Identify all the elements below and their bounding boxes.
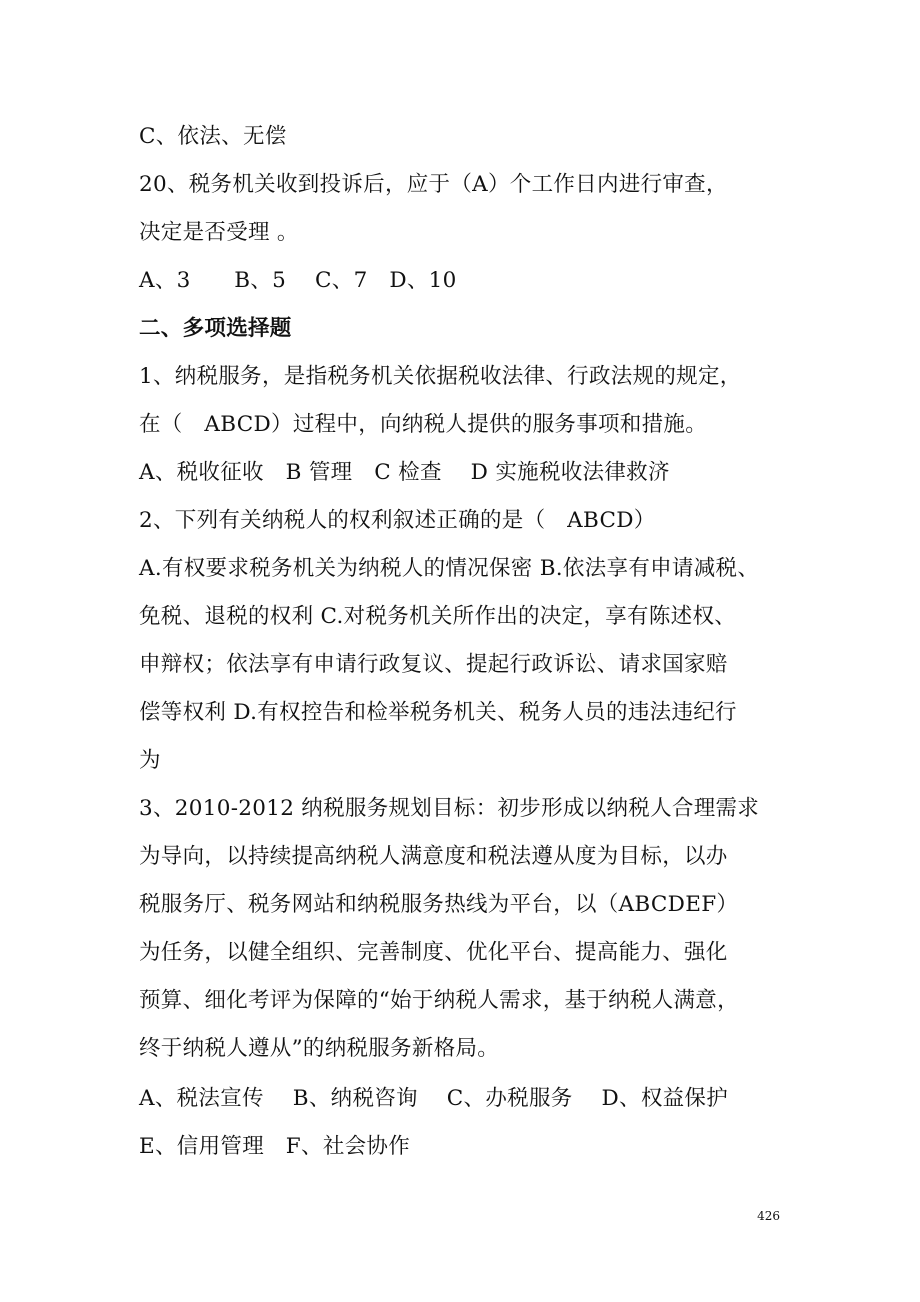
question-20-line-2: 决定是否受理 。 (139, 220, 299, 245)
question-1-line-2: 在（ ABCD）过程中，向纳税人提供的服务事项和措施。 (139, 412, 708, 437)
question-3-line-6: 终于纳税人遵从”的纳税服务新格局。 (139, 1036, 500, 1061)
question-2-line-6: 为 (139, 748, 161, 773)
question-3-options-line-2: E、信用管理 F、社会协作 (139, 1134, 411, 1159)
question-3-line-1: 3、2010-2012 纳税服务规划目标：初步形成以纳税人合理需求 (139, 796, 760, 821)
question-3-line-4: 为任务，以健全组织、完善制度、优化平台、提高能力、强化 (139, 940, 728, 965)
section-heading-multiple-choice: 二、多项选择题 (139, 316, 292, 341)
question-2-line-1: 2、下列有关纳税人的权利叙述正确的是（ ABCD） (139, 508, 656, 533)
question-3-line-2: 为导向，以持续提高纳税人满意度和税法遵从度为目标，以办 (139, 844, 728, 869)
question-20-options: A、3 B、5 C、7 D、10 (139, 268, 457, 293)
question-2-line-4: 申辩权；依法享有申请行政复议、提起行政诉讼、请求国家赔 (139, 652, 728, 677)
option-line-c: C、依法、无偿 (139, 124, 287, 149)
page-number: 426 (757, 1209, 780, 1223)
question-3-line-3: 税服务厅、税务网站和纳税服务热线为平台，以（ABCDEF） (139, 892, 739, 917)
question-1-line-1: 1、纳税服务，是指税务机关依据税收法律、行政法规的规定， (139, 364, 742, 389)
question-1-options: A、税收征收 B 管理 C 检查 D 实施税收法律救济 (139, 460, 670, 485)
question-2-line-3: 免税、退税的权利 C.对税务机关所作出的决定，享有陈述权、 (139, 604, 737, 629)
question-20-line-1: 20、税务机关收到投诉后，应于（A）个工作日内进行审查， (139, 172, 728, 197)
question-2-line-5: 偿等权利 D.有权控告和检举税务机关、税务人员的违法违纪行 (139, 700, 737, 725)
question-3-options-line-1: A、税法宣传 B、纳税咨询 C、办税服务 D、权益保护 (139, 1086, 729, 1111)
question-2-line-2: A.有权要求税务机关为纳税人的情况保密 B.依法享有申请减税、 (139, 556, 760, 581)
question-3-line-5: 预算、细化考评为保障的“始于纳税人需求，基于纳税人满意， (139, 988, 739, 1013)
